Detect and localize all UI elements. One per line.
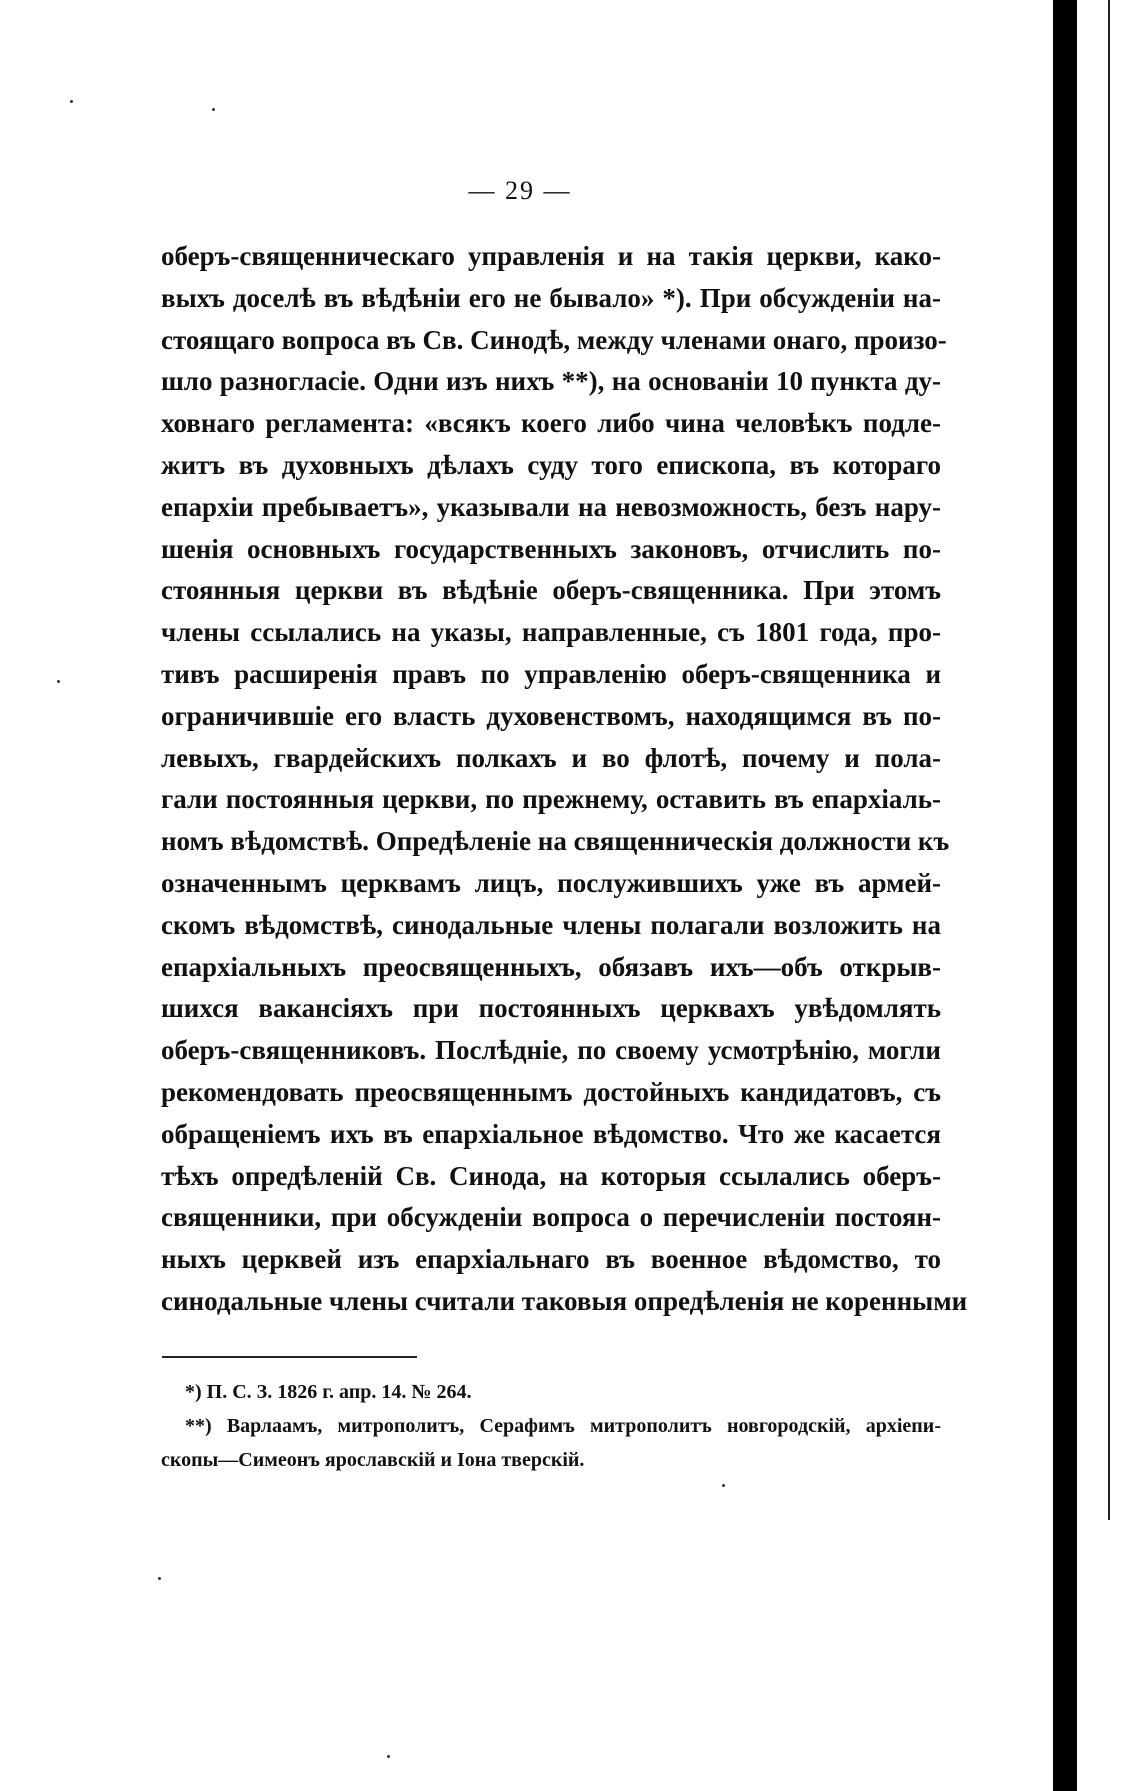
scan-speck bbox=[158, 1577, 161, 1580]
scan-speck bbox=[212, 108, 215, 111]
footnote-2: **) Варлаамъ, митрополитъ, Серафимъ митрополитъ новгородскій, архіепи- bbox=[185, 1415, 941, 1437]
text-line: ограничившіе его власть духовенствомъ, находящимся въ по- bbox=[161, 700, 941, 731]
text-line: житъ въ духовныхъ дѣлахъ суду того епископа, въ котораго bbox=[161, 449, 941, 480]
scan-edge-shadow bbox=[1053, 0, 1077, 1791]
text-line: стоящаго вопроса въ Св. Синодѣ, между членами онаго, произо- bbox=[161, 324, 947, 355]
text-line: синодальные члены считали таковыя опредѣленія не коренными bbox=[161, 1285, 968, 1316]
scan-speck bbox=[722, 1484, 725, 1487]
text-line: тѣхъ опредѣленій Св. Синода, на которыя ссылались оберъ- bbox=[161, 1160, 941, 1191]
scan-speck bbox=[70, 100, 73, 103]
scan-speck bbox=[57, 680, 60, 683]
text-line: рекомендовать преосвященнымъ достойныхъ кандидатовъ, съ bbox=[161, 1076, 941, 1107]
text-line: гали постоянныя церкви, по прежнему, оставить въ епархіаль- bbox=[161, 784, 941, 815]
text-line: священники, при обсужденіи вопроса о перечисленіи постоян- bbox=[161, 1202, 941, 1233]
text-line: выхъ доселѣ въ вѣдѣніи его не бывало» *). При обсужденіи на- bbox=[161, 282, 941, 313]
text-line: скомъ вѣдомствѣ, синодальные члены полагали возложить на bbox=[161, 909, 941, 940]
scan-speck bbox=[387, 1755, 390, 1758]
body-text bbox=[161, 236, 968, 1323]
scan-edge-line bbox=[1108, 0, 1110, 1520]
footnote-1: *) П. С. З. 1826 г. апр. 14. № 264. bbox=[185, 1381, 472, 1403]
text-line: ныхъ церквей изъ епархіальнаго въ военное вѣдомство, то bbox=[161, 1244, 941, 1275]
text-line: обращеніемъ ихъ въ епархіальное вѣдомство. Что же касается bbox=[161, 1118, 941, 1149]
footnote-2-continued: скопы—Симеонъ ярославскій и Іона тверскій. bbox=[161, 1449, 585, 1471]
text-line: номъ вѣдомствѣ. Опредѣленіе на священническія должности къ bbox=[161, 826, 950, 857]
text-line: ховнаго регламента: «всякъ коего либо чина человѣкъ подле- bbox=[161, 408, 941, 439]
text-line: члены ссылались на указы, направленные, съ 1801 года, про- bbox=[161, 617, 941, 648]
text-line: оберъ-священниковъ. Послѣдніе, по своему усмотрѣнію, могли bbox=[161, 1035, 941, 1066]
text-line: означеннымъ церквамъ лицъ, послужившихъ уже въ армей- bbox=[161, 867, 941, 898]
text-line: левыхъ, гвардейскихъ полкахъ и во флотѣ, почему и пола- bbox=[161, 742, 941, 773]
footnote-divider bbox=[162, 1356, 417, 1358]
text-line: шенія основныхъ государственныхъ законовъ, отчислить по- bbox=[161, 533, 941, 564]
text-line: шло разногласіе. Одни изъ нихъ **), на основаніи 10 пункта ду- bbox=[161, 366, 941, 397]
text-line: оберъ-священническаго управленія и на такія церкви, како- bbox=[161, 241, 941, 271]
text-line: епархіальныхъ преосвященныхъ, обязавъ ихъ—объ открыв- bbox=[161, 951, 941, 982]
text-line: епархіи пребываетъ», указывали на невозможность, безъ нару- bbox=[161, 491, 941, 522]
text-line: стоянныя церкви въ вѣдѣніе оберъ-священника. При этомъ bbox=[161, 575, 941, 606]
footnotes bbox=[161, 1375, 941, 1477]
page-number: — 29 — bbox=[468, 176, 572, 205]
text-line: тивъ расширенія правъ по управленію оберъ-священника и bbox=[161, 658, 941, 689]
text-line: шихся вакансіяхъ при постоянныхъ церквахъ увѣдомлять bbox=[161, 993, 941, 1024]
